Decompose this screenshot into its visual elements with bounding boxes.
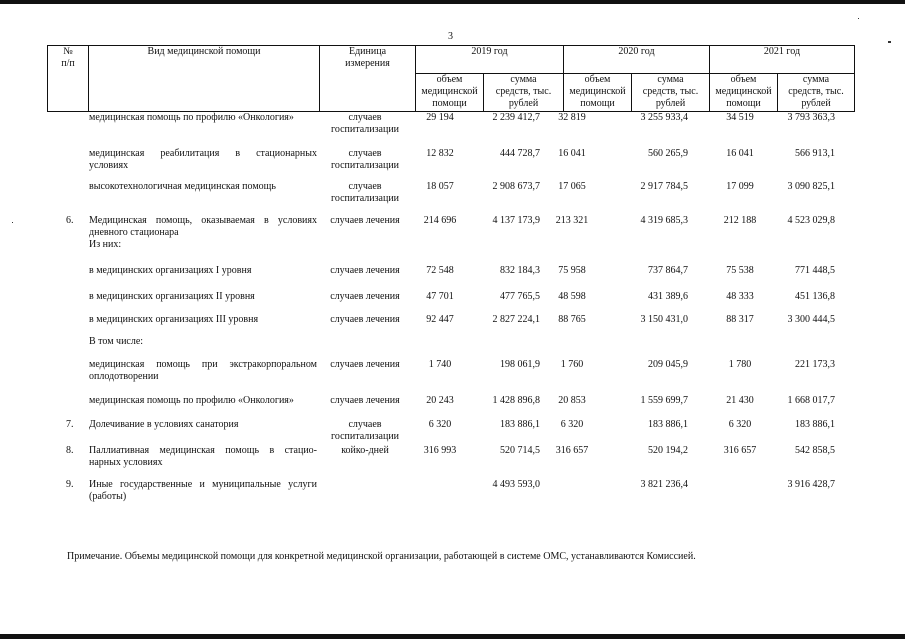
amount-cell: 2 908 673,7 [492,181,540,192]
table-header [47,45,855,112]
header-unit: Единица измерения [320,46,416,112]
row-name: Долечивание в условиях санатория [89,419,239,430]
amount-cell: 3 300 444,5 [787,314,835,325]
amount-cell: 1 668 017,7 [787,395,835,406]
amount-cell: 542 858,5 [795,445,835,456]
row-unit: случаев лечения [330,215,400,226]
row-unit: случаев лечения [330,291,400,302]
header-year-2019: 2019 год [416,46,564,74]
amount-cell: 771 448,5 [795,265,835,276]
amount-cell: 832 184,3 [500,265,540,276]
volume-cell: 75 958 [558,265,586,276]
amount-cell: 444 728,7 [500,148,540,159]
amount-cell: 3 793 363,3 [787,112,835,123]
volume-cell: 88 765 [558,314,586,325]
row-name: медицинская реабилитация в стационарных условиях [89,148,317,171]
volume-cell: 16 041 [726,148,754,159]
header-number: № п/п [48,46,89,112]
row-name: Паллиативная медицинская помощь в стацио-нарных условиях [89,445,317,468]
volume-cell: 48 333 [726,291,754,302]
row-name: в медицинских организациях III уровня [89,314,259,325]
row-unit: койко-дней [341,445,389,456]
volume-cell: 29 194 [426,112,454,123]
volume-cell: 75 538 [726,265,754,276]
volume-cell: 21 430 [726,395,754,406]
amount-cell: 566 913,1 [795,148,835,159]
amount-cell: 209 045,9 [648,359,688,370]
amount-cell: 4 493 593,0 [492,479,540,490]
volume-cell: 12 832 [426,148,454,159]
amount-cell: 477 765,5 [500,291,540,302]
amount-cell: 3 255 933,4 [640,112,688,123]
header-volume: объем медицинской помощи [564,74,632,112]
volume-cell: 48 598 [558,291,586,302]
volume-cell: 16 041 [558,148,586,159]
volume-cell: 1 760 [560,359,584,370]
volume-cell: 17 099 [726,181,754,192]
scan-speck [858,18,859,19]
volume-cell: 212 188 [723,215,757,226]
amount-cell: 451 136,8 [795,291,835,302]
row-name: Иные государственные и муниципальные услуги (работы) [89,479,317,502]
page-number: 3 [448,31,453,42]
row-name: медицинская помощь при экстракорпоральном оплодотворении [89,359,317,382]
row-number: 9. [66,479,74,490]
amount-cell: 560 265,9 [648,148,688,159]
scan-speck [12,222,13,223]
amount-cell: 3 916 428,7 [787,479,835,490]
header-amount: сумма средств, тыс. рублей [484,74,564,112]
row-unit: случаев госпитализации [330,112,400,135]
amount-cell: 520 714,5 [500,445,540,456]
row-unit: случаев госпитализации [330,148,400,171]
volume-cell: 17 065 [558,181,586,192]
amount-cell: 4 137 173,9 [492,215,540,226]
row-unit: случаев госпитализации [330,181,400,204]
volume-cell: 1 740 [428,359,452,370]
row-unit: случаев лечения [330,395,400,406]
row-name: в медицинских организациях II уровня [89,291,255,302]
volume-cell: 6 320 [560,419,584,430]
scan-edge-bottom [0,634,905,639]
row-name: медицинская помощь по профилю «Онкология» [89,395,294,406]
amount-cell: 4 319 685,3 [640,215,688,226]
volume-cell: 32 819 [558,112,586,123]
amount-cell: 2 827 224,1 [492,314,540,325]
header-volume: объем медицинской помощи [710,74,778,112]
row-name: в медицинских организациях I уровня [89,265,252,276]
amount-cell: 1 428 896,8 [492,395,540,406]
header-amount: сумма средств, тыс. рублей [778,74,855,112]
volume-cell: 34 519 [726,112,754,123]
row-unit: случаев лечения [330,265,400,276]
row-name: В том числе: [89,336,144,347]
row-number: 8. [66,445,74,456]
amount-cell: 3 150 431,0 [640,314,688,325]
amount-cell: 4 523 029,8 [787,215,835,226]
volume-cell: 47 701 [426,291,454,302]
footnote: Примечание. Объемы медицинской помощи для конкретной медицинской организации, работающей в системе ОМС, устанавливаются Комиссией. [67,551,696,562]
row-name: медицинская помощь по профилю «Онкология» [89,112,294,123]
amount-cell: 3 090 825,1 [787,181,835,192]
volume-cell: 316 657 [555,445,589,456]
amount-cell: 1 559 699,7 [640,395,688,406]
volume-cell: 6 320 [728,419,752,430]
amount-cell: 183 886,1 [648,419,688,430]
volume-cell: 316 657 [723,445,757,456]
scan-speck [888,41,891,43]
amount-cell: 183 886,1 [795,419,835,430]
header-year-2021: 2021 год [710,46,855,74]
amount-cell: 2 917 784,5 [640,181,688,192]
header-amount: сумма средств, тыс. рублей [632,74,710,112]
volume-cell: 316 993 [423,445,457,456]
amount-cell: 198 061,9 [500,359,540,370]
amount-cell: 2 239 412,7 [492,112,540,123]
volume-cell: 1 780 [728,359,752,370]
volume-cell: 20 853 [558,395,586,406]
row-unit: случаев лечения [330,314,400,325]
amount-cell: 221 173,3 [795,359,835,370]
row-name: высокотехнологичная медицинская помощь [89,181,276,192]
volume-cell: 72 548 [426,265,454,276]
header-year-2020: 2020 год [564,46,710,74]
header-type: Вид медицинской помощи [89,46,320,112]
row-unit: случаев лечения [330,359,400,370]
scan-edge-top [0,0,905,4]
row-number: 7. [66,419,74,430]
amount-cell: 183 886,1 [500,419,540,430]
amount-cell: 431 389,6 [648,291,688,302]
amount-cell: 3 821 236,4 [640,479,688,490]
amount-cell: 737 864,7 [648,265,688,276]
volume-cell: 20 243 [426,395,454,406]
volume-cell: 6 320 [428,419,452,430]
row-name: Медицинская помощь, оказываемая в условиях дневного стационара Из них: [89,215,317,250]
row-unit: случаев госпитализации [330,419,400,442]
volume-cell: 213 321 [555,215,589,226]
header-volume: объем медицинской помощи [416,74,484,112]
amount-cell: 520 194,2 [648,445,688,456]
volume-cell: 88 317 [726,314,754,325]
volume-cell: 18 057 [426,181,454,192]
row-number: 6. [66,215,74,226]
volume-cell: 214 696 [423,215,457,226]
volume-cell: 92 447 [426,314,454,325]
